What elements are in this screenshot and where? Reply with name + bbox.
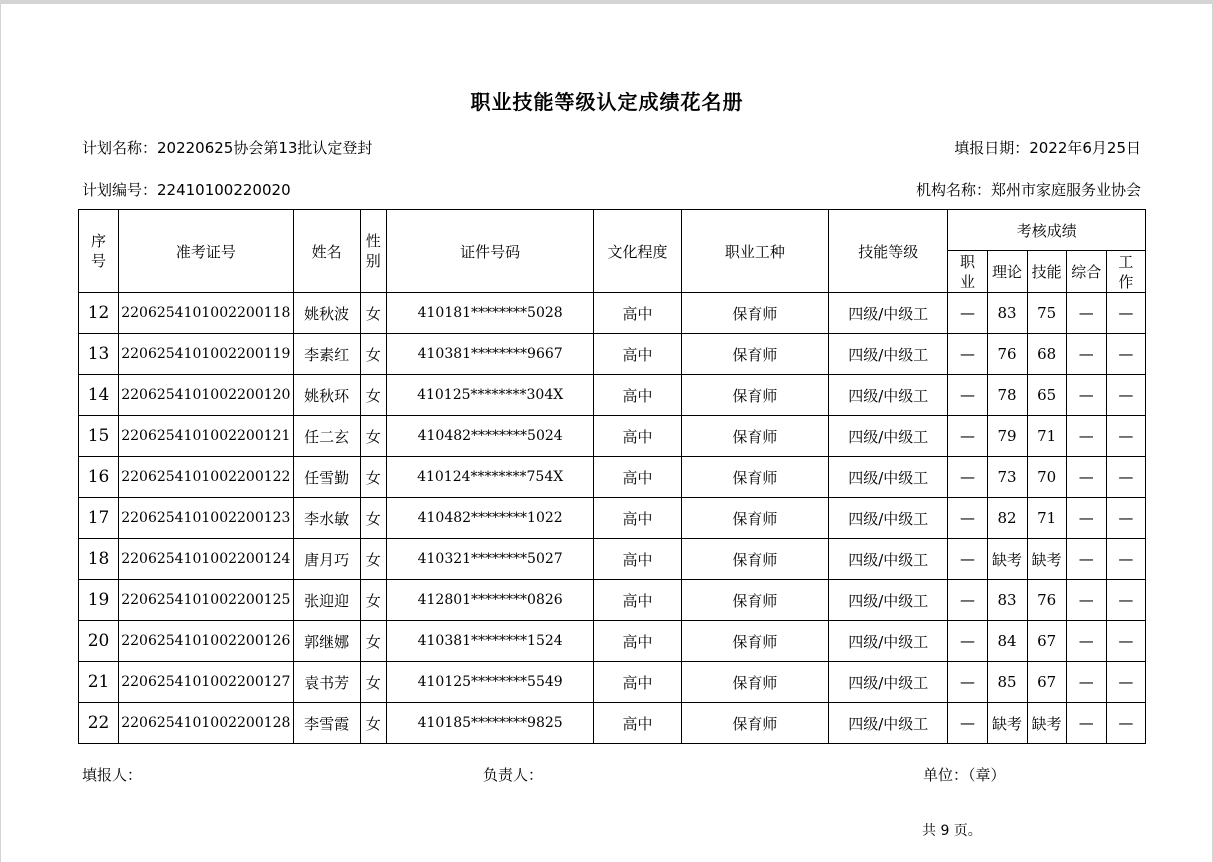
row-gender: 女	[360, 293, 386, 334]
table-row	[79, 416, 1146, 457]
row-occupation: 保育师	[681, 662, 828, 703]
row-level: 四级/中级工	[829, 375, 948, 416]
row-score-theory: 缺考	[987, 703, 1027, 744]
row-score-work: —	[1106, 662, 1145, 703]
header-sub-theory: 理论	[987, 251, 1027, 293]
row-score-theory: 缺考	[987, 539, 1027, 580]
filler-label: 填报人：	[82, 766, 143, 784]
row-exam-no: 2206254101002200126	[119, 621, 293, 662]
row-score-work: —	[1106, 539, 1145, 580]
table-row	[79, 498, 1146, 539]
row-education: 高中	[594, 539, 681, 580]
header-name: 姓名	[293, 210, 360, 293]
row-education: 高中	[594, 293, 681, 334]
table-row	[79, 334, 1146, 375]
row-education: 高中	[594, 334, 681, 375]
row-score-skill: 68	[1027, 334, 1066, 375]
row-score-work: —	[1106, 293, 1145, 334]
row-name: 李素红	[293, 334, 360, 375]
row-name: 唐月巧	[293, 539, 360, 580]
row-score-work: —	[1106, 457, 1145, 498]
row-score-work: —	[1106, 580, 1145, 621]
organization-name: 机构名称：郑州市家庭服务业协会	[915, 181, 1141, 199]
header-scores: 考核成绩	[948, 210, 1146, 251]
row-score-theory: 83	[987, 580, 1027, 621]
row-seq: 12	[79, 293, 119, 334]
row-education: 高中	[594, 703, 681, 744]
row-level: 四级/中级工	[829, 293, 948, 334]
row-occupation: 保育师	[681, 621, 828, 662]
row-exam-no: 2206254101002200121	[119, 416, 293, 457]
row-score-skill: 76	[1027, 580, 1066, 621]
row-name: 郭继娜	[293, 621, 360, 662]
header-occupation: 职业工种	[681, 210, 828, 293]
table-row	[79, 662, 1146, 703]
row-exam-no: 2206254101002200120	[119, 375, 293, 416]
header-sub-comprehensive: 综合	[1066, 251, 1106, 293]
row-score-comprehensive: —	[1066, 293, 1106, 334]
row-score-theory: 73	[987, 457, 1027, 498]
row-name: 李雪霞	[293, 703, 360, 744]
row-score-work: —	[1106, 416, 1145, 457]
row-level: 四级/中级工	[829, 539, 948, 580]
row-level: 四级/中级工	[829, 580, 948, 621]
row-score-comprehensive: —	[1066, 662, 1106, 703]
row-level: 四级/中级工	[829, 662, 948, 703]
row-seq: 21	[79, 662, 119, 703]
row-score-skill: 缺考	[1027, 539, 1066, 580]
row-occupation: 保育师	[681, 293, 828, 334]
header-exam-no: 准考证号	[119, 210, 293, 293]
table-row	[79, 457, 1146, 498]
row-gender: 女	[360, 621, 386, 662]
header-level: 技能等级	[829, 210, 948, 293]
header-seq: 序号	[79, 210, 119, 293]
fill-date: 填报日期：2022年6月25日	[954, 139, 1141, 157]
row-score-theory: 85	[987, 662, 1027, 703]
row-seq: 19	[79, 580, 119, 621]
score-roster-table	[78, 209, 1146, 744]
row-level: 四级/中级工	[829, 334, 948, 375]
row-score-occupation: —	[948, 662, 987, 703]
header-sub-occupation: 职业	[948, 251, 987, 293]
row-exam-no: 2206254101002200124	[119, 539, 293, 580]
row-score-skill: 67	[1027, 662, 1066, 703]
header-sub-work: 工作	[1106, 251, 1145, 293]
row-occupation: 保育师	[681, 703, 828, 744]
row-level: 四级/中级工	[829, 498, 948, 539]
row-level: 四级/中级工	[829, 416, 948, 457]
row-id-no: 410482********5024	[386, 416, 594, 457]
row-score-occupation: —	[948, 293, 987, 334]
plan-name: 计划名称：20220625协会第13批认定登封	[82, 139, 373, 157]
row-education: 高中	[594, 621, 681, 662]
row-gender: 女	[360, 457, 386, 498]
table-row	[79, 539, 1146, 580]
row-exam-no: 2206254101002200125	[119, 580, 293, 621]
row-score-theory: 83	[987, 293, 1027, 334]
row-name: 李水敏	[293, 498, 360, 539]
plan-number: 计划编号：22410100220020	[82, 181, 291, 199]
row-exam-no: 2206254101002200118	[119, 293, 293, 334]
row-score-comprehensive: —	[1066, 457, 1106, 498]
row-education: 高中	[594, 662, 681, 703]
row-score-skill: 70	[1027, 457, 1066, 498]
row-score-skill: 71	[1027, 498, 1066, 539]
row-education: 高中	[594, 416, 681, 457]
row-score-work: —	[1106, 621, 1145, 662]
page-title: 职业技能等级认定成绩花名册	[470, 90, 744, 114]
header-id-no: 证件号码	[386, 210, 594, 293]
row-score-occupation: —	[948, 580, 987, 621]
row-score-skill: 75	[1027, 293, 1066, 334]
row-gender: 女	[360, 539, 386, 580]
row-score-comprehensive: —	[1066, 580, 1106, 621]
row-score-occupation: —	[948, 416, 987, 457]
row-score-work: —	[1106, 703, 1145, 744]
row-score-theory: 84	[987, 621, 1027, 662]
header-sub-skill: 技能	[1027, 251, 1066, 293]
table-row	[79, 375, 1146, 416]
row-gender: 女	[360, 662, 386, 703]
table-row	[79, 703, 1146, 744]
row-seq: 17	[79, 498, 119, 539]
table-body	[79, 293, 1146, 744]
header-education: 文化程度	[594, 210, 681, 293]
row-seq: 15	[79, 416, 119, 457]
row-seq: 16	[79, 457, 119, 498]
row-score-skill: 缺考	[1027, 703, 1066, 744]
row-exam-no: 2206254101002200122	[119, 457, 293, 498]
row-seq: 18	[79, 539, 119, 580]
row-gender: 女	[360, 334, 386, 375]
row-id-no: 410381********9667	[386, 334, 594, 375]
row-id-no: 410181********5028	[386, 293, 594, 334]
row-name: 姚秋环	[293, 375, 360, 416]
row-exam-no: 2206254101002200128	[119, 703, 293, 744]
row-exam-no: 2206254101002200119	[119, 334, 293, 375]
row-id-no: 410124********754X	[386, 457, 594, 498]
row-gender: 女	[360, 416, 386, 457]
row-score-comprehensive: —	[1066, 334, 1106, 375]
row-score-comprehensive: —	[1066, 621, 1106, 662]
table-row	[79, 580, 1146, 621]
row-seq: 13	[79, 334, 119, 375]
row-occupation: 保育师	[681, 498, 828, 539]
row-occupation: 保育师	[681, 457, 828, 498]
window-left-border	[0, 0, 1, 862]
row-gender: 女	[360, 580, 386, 621]
row-id-no: 410185********9825	[386, 703, 594, 744]
row-education: 高中	[594, 457, 681, 498]
owner-label: 负责人：	[483, 766, 544, 784]
row-gender: 女	[360, 498, 386, 539]
row-education: 高中	[594, 375, 681, 416]
row-id-no: 412801********0826	[386, 580, 594, 621]
row-score-work: —	[1106, 498, 1145, 539]
row-name: 任雪勤	[293, 457, 360, 498]
row-score-comprehensive: —	[1066, 416, 1106, 457]
table-row	[79, 621, 1146, 662]
row-education: 高中	[594, 580, 681, 621]
unit-label: 单位：（章）	[923, 766, 1006, 784]
row-occupation: 保育师	[681, 416, 828, 457]
row-seq: 14	[79, 375, 119, 416]
row-gender: 女	[360, 703, 386, 744]
row-occupation: 保育师	[681, 334, 828, 375]
row-id-no: 410125********304X	[386, 375, 594, 416]
row-score-occupation: —	[948, 539, 987, 580]
row-level: 四级/中级工	[829, 703, 948, 744]
row-score-skill: 67	[1027, 621, 1066, 662]
row-score-theory: 76	[987, 334, 1027, 375]
row-id-no: 410321********5027	[386, 539, 594, 580]
row-score-occupation: —	[948, 457, 987, 498]
row-name: 任二玄	[293, 416, 360, 457]
row-id-no: 410482********1022	[386, 498, 594, 539]
row-gender: 女	[360, 375, 386, 416]
row-score-occupation: —	[948, 703, 987, 744]
row-name: 袁书芳	[293, 662, 360, 703]
row-occupation: 保育师	[681, 580, 828, 621]
row-score-work: —	[1106, 375, 1145, 416]
row-score-comprehensive: —	[1066, 703, 1106, 744]
row-education: 高中	[594, 498, 681, 539]
row-score-occupation: —	[948, 334, 987, 375]
row-name: 张迎迎	[293, 580, 360, 621]
row-score-comprehensive: —	[1066, 539, 1106, 580]
row-id-no: 410381********1524	[386, 621, 594, 662]
row-score-comprehensive: —	[1066, 375, 1106, 416]
row-score-comprehensive: —	[1066, 498, 1106, 539]
row-seq: 20	[79, 621, 119, 662]
row-score-occupation: —	[948, 498, 987, 539]
row-occupation: 保育师	[681, 375, 828, 416]
row-score-work: —	[1106, 334, 1145, 375]
row-seq: 22	[79, 703, 119, 744]
row-name: 姚秋波	[293, 293, 360, 334]
row-score-occupation: —	[948, 621, 987, 662]
row-level: 四级/中级工	[829, 621, 948, 662]
row-level: 四级/中级工	[829, 457, 948, 498]
row-exam-no: 2206254101002200123	[119, 498, 293, 539]
row-score-theory: 78	[987, 375, 1027, 416]
table-row	[79, 293, 1146, 334]
row-score-skill: 65	[1027, 375, 1066, 416]
row-score-skill: 71	[1027, 416, 1066, 457]
row-occupation: 保育师	[681, 539, 828, 580]
window-top-border	[0, 0, 1214, 4]
row-id-no: 410125********5549	[386, 662, 594, 703]
row-score-occupation: —	[948, 375, 987, 416]
row-exam-no: 2206254101002200127	[119, 662, 293, 703]
row-score-theory: 79	[987, 416, 1027, 457]
row-score-theory: 82	[987, 498, 1027, 539]
page-count: 共 9 页。	[922, 823, 982, 839]
header-gender: 性别	[360, 210, 386, 293]
